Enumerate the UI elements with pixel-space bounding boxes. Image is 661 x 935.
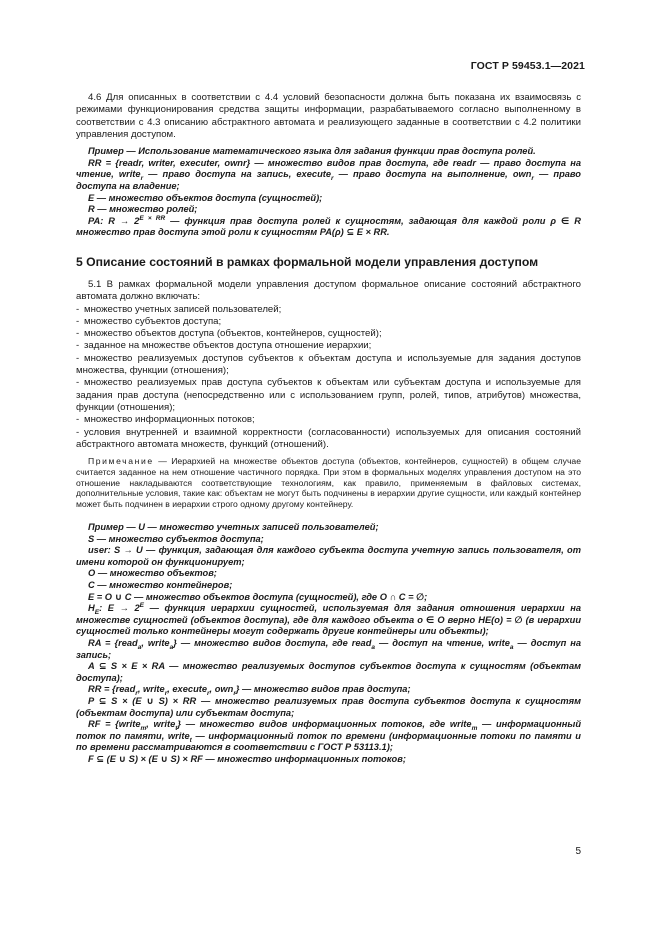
example2-line: O — множество объектов; <box>88 568 217 579</box>
example2-line: S — множество субъектов доступа; <box>88 533 264 544</box>
example2-line: Пример — U — множество учетных записей пользователей; <box>88 522 379 533</box>
requirements-list <box>76 304 581 452</box>
note-block <box>76 456 581 510</box>
example2-line: F ⊆ (E ∪ S) × (E ∪ S) × RF — множество информационных потоков; <box>88 753 406 764</box>
list-item: - множество реализуемых прав доступа субъектов к объектам или субъектам доступа и используемые для задания прав доступа (непосредственно или с использованием групп, ролей, типов, атрибутов) множества, функции (отношения); <box>76 377 581 413</box>
paragraph-5-1: 5.1 В рамках формальной модели управления доступом формальное описание состояний абстрактного автомата должно включать: <box>76 278 581 303</box>
paragraph-4-6: 4.6 Для описанных в соответствии с 4.4 условий безопасности должна быть показана их взаимосвязь с режимами функционирования средства защиты информации, разрабатываемого согласно выполненному в соответствии с 4.3 описанию абстрактного автомата и реализующего заданные в соответствии с 4.2 политики управления доступом. <box>76 92 581 140</box>
section-5-heading: 5 Описание состояний в рамках формальной модели управления доступом <box>76 254 539 269</box>
note-text: Примечание — Иерархией на множестве объектов доступа (объектов, контейнеров, сущностей) в общем случае считается заданное на нем отношение частичного порядка. При этом в формальных моделях управления доступом на это отношение накладываются соответствующие технологиям, как правило, применяемым в файловых системах, дополнительные условия, такие как: объектам не могут быть подчинены в иерархии другие сущности, или каждый контейнер может быть подчинен в иерархии строго одному другому контейнеру. <box>76 456 581 510</box>
example2-line: user: S → U — функция, задающая для каждого субъекта доступа учетную запись пользователя, от имени которой он функционирует; <box>76 545 581 567</box>
list-item: - заданное на множестве объектов доступа отношение иерархии; <box>76 340 372 352</box>
example1-line: E — множество объектов доступа (сущностей); <box>88 192 323 203</box>
document-header: ГОСТ Р 59453.1—2021 <box>470 60 585 72</box>
example2-line: C — множество контейнеров; <box>88 580 233 591</box>
note-label: Примечание <box>88 456 154 467</box>
example1-line: R — множество ролей; <box>88 204 198 215</box>
example-state-model <box>76 522 581 765</box>
page-content <box>76 92 581 766</box>
list-item: - множество учетных записей пользователей; <box>76 303 282 315</box>
example2-line: E = O ∪ C — множество объектов доступа (сущностей), где O ∩ C = ∅; <box>88 591 428 602</box>
list-item: - условия внутренней и взаимной корректности (согласованности) используемых для описания состояний абстрактного автомата множеств, функций (отношений). <box>76 426 581 450</box>
example2-line: A ⊆ S × E × RA — множество реализуемых доступов субъектов доступа к сущностям (объектам доступа); <box>76 661 581 683</box>
example1-line: PA: $R \to 2^{E \times RR}$ — функция прав доступа ролей к сущностям, задающая для каждой роли ρ ∈ R множество прав доступа этой роли к сущностям PA(ρ) ⊆ E × RR. <box>76 214 581 238</box>
list-item: - множество объектов доступа (объектов, контейнеров, сущностей); <box>76 328 382 340</box>
example1-line: Пример — Использование математического языка для задания функции прав доступа ролей. <box>88 146 536 157</box>
list-item: - множество субъектов доступа; <box>76 315 222 327</box>
example1-line: RR = {readr, writer, executer, ownr} — множество видов прав доступа, где readr — право доступа на чтение, write$_r$ — право доступа на запись, execute$_r$ — право доступа на выполнение, own$_r$ — право доступа на владение; <box>76 157 581 191</box>
list-item: - множество реализуемых доступов субъектов к объектам доступа и используемые для задания доступов множества, функции (отношения); <box>76 352 581 377</box>
example2-line: RF = {write$_m$, write$_t$} — множество видов информационных потоков, где write$_m$ — информационный поток по памяти, write$_t$ — информационный поток по времени (информационные потоки по памяти и по времени рассматриваются в соответствии с ГОСТ Р 53113.1); <box>76 719 582 753</box>
example2-line: RA = {read$_a$, write$_a$} — множество видов доступа, где read$_a$ — доступ на чтение, write$_a$ — доступ на запись; <box>76 638 582 660</box>
page-number: 5 <box>575 846 581 857</box>
example-role-rights <box>76 146 581 239</box>
example2-line: P ⊆ S × (E ∪ S) × RR — множество реализуемых прав доступа субъектов доступа к сущностям (объектам доступа) или субъектам доступа; <box>76 695 581 718</box>
list-item: - множество информационных потоков; <box>76 414 255 426</box>
example2-line: RR = {read$_r$, write$_r$, execute$_r$, own$_r$} — множество видов прав доступа; <box>88 684 411 698</box>
example2-line: $H_E$: $E \to 2^E$ — функция иерархии сущностей, используемая для задания отношения иерархии на множестве сущностей (объектов доступа), где для каждого объекта o ∈ O верно HE(o) = ∅ (в иерархии сущностей только контейнеры могут содержать другие контейнеры или объекты); <box>76 602 581 637</box>
